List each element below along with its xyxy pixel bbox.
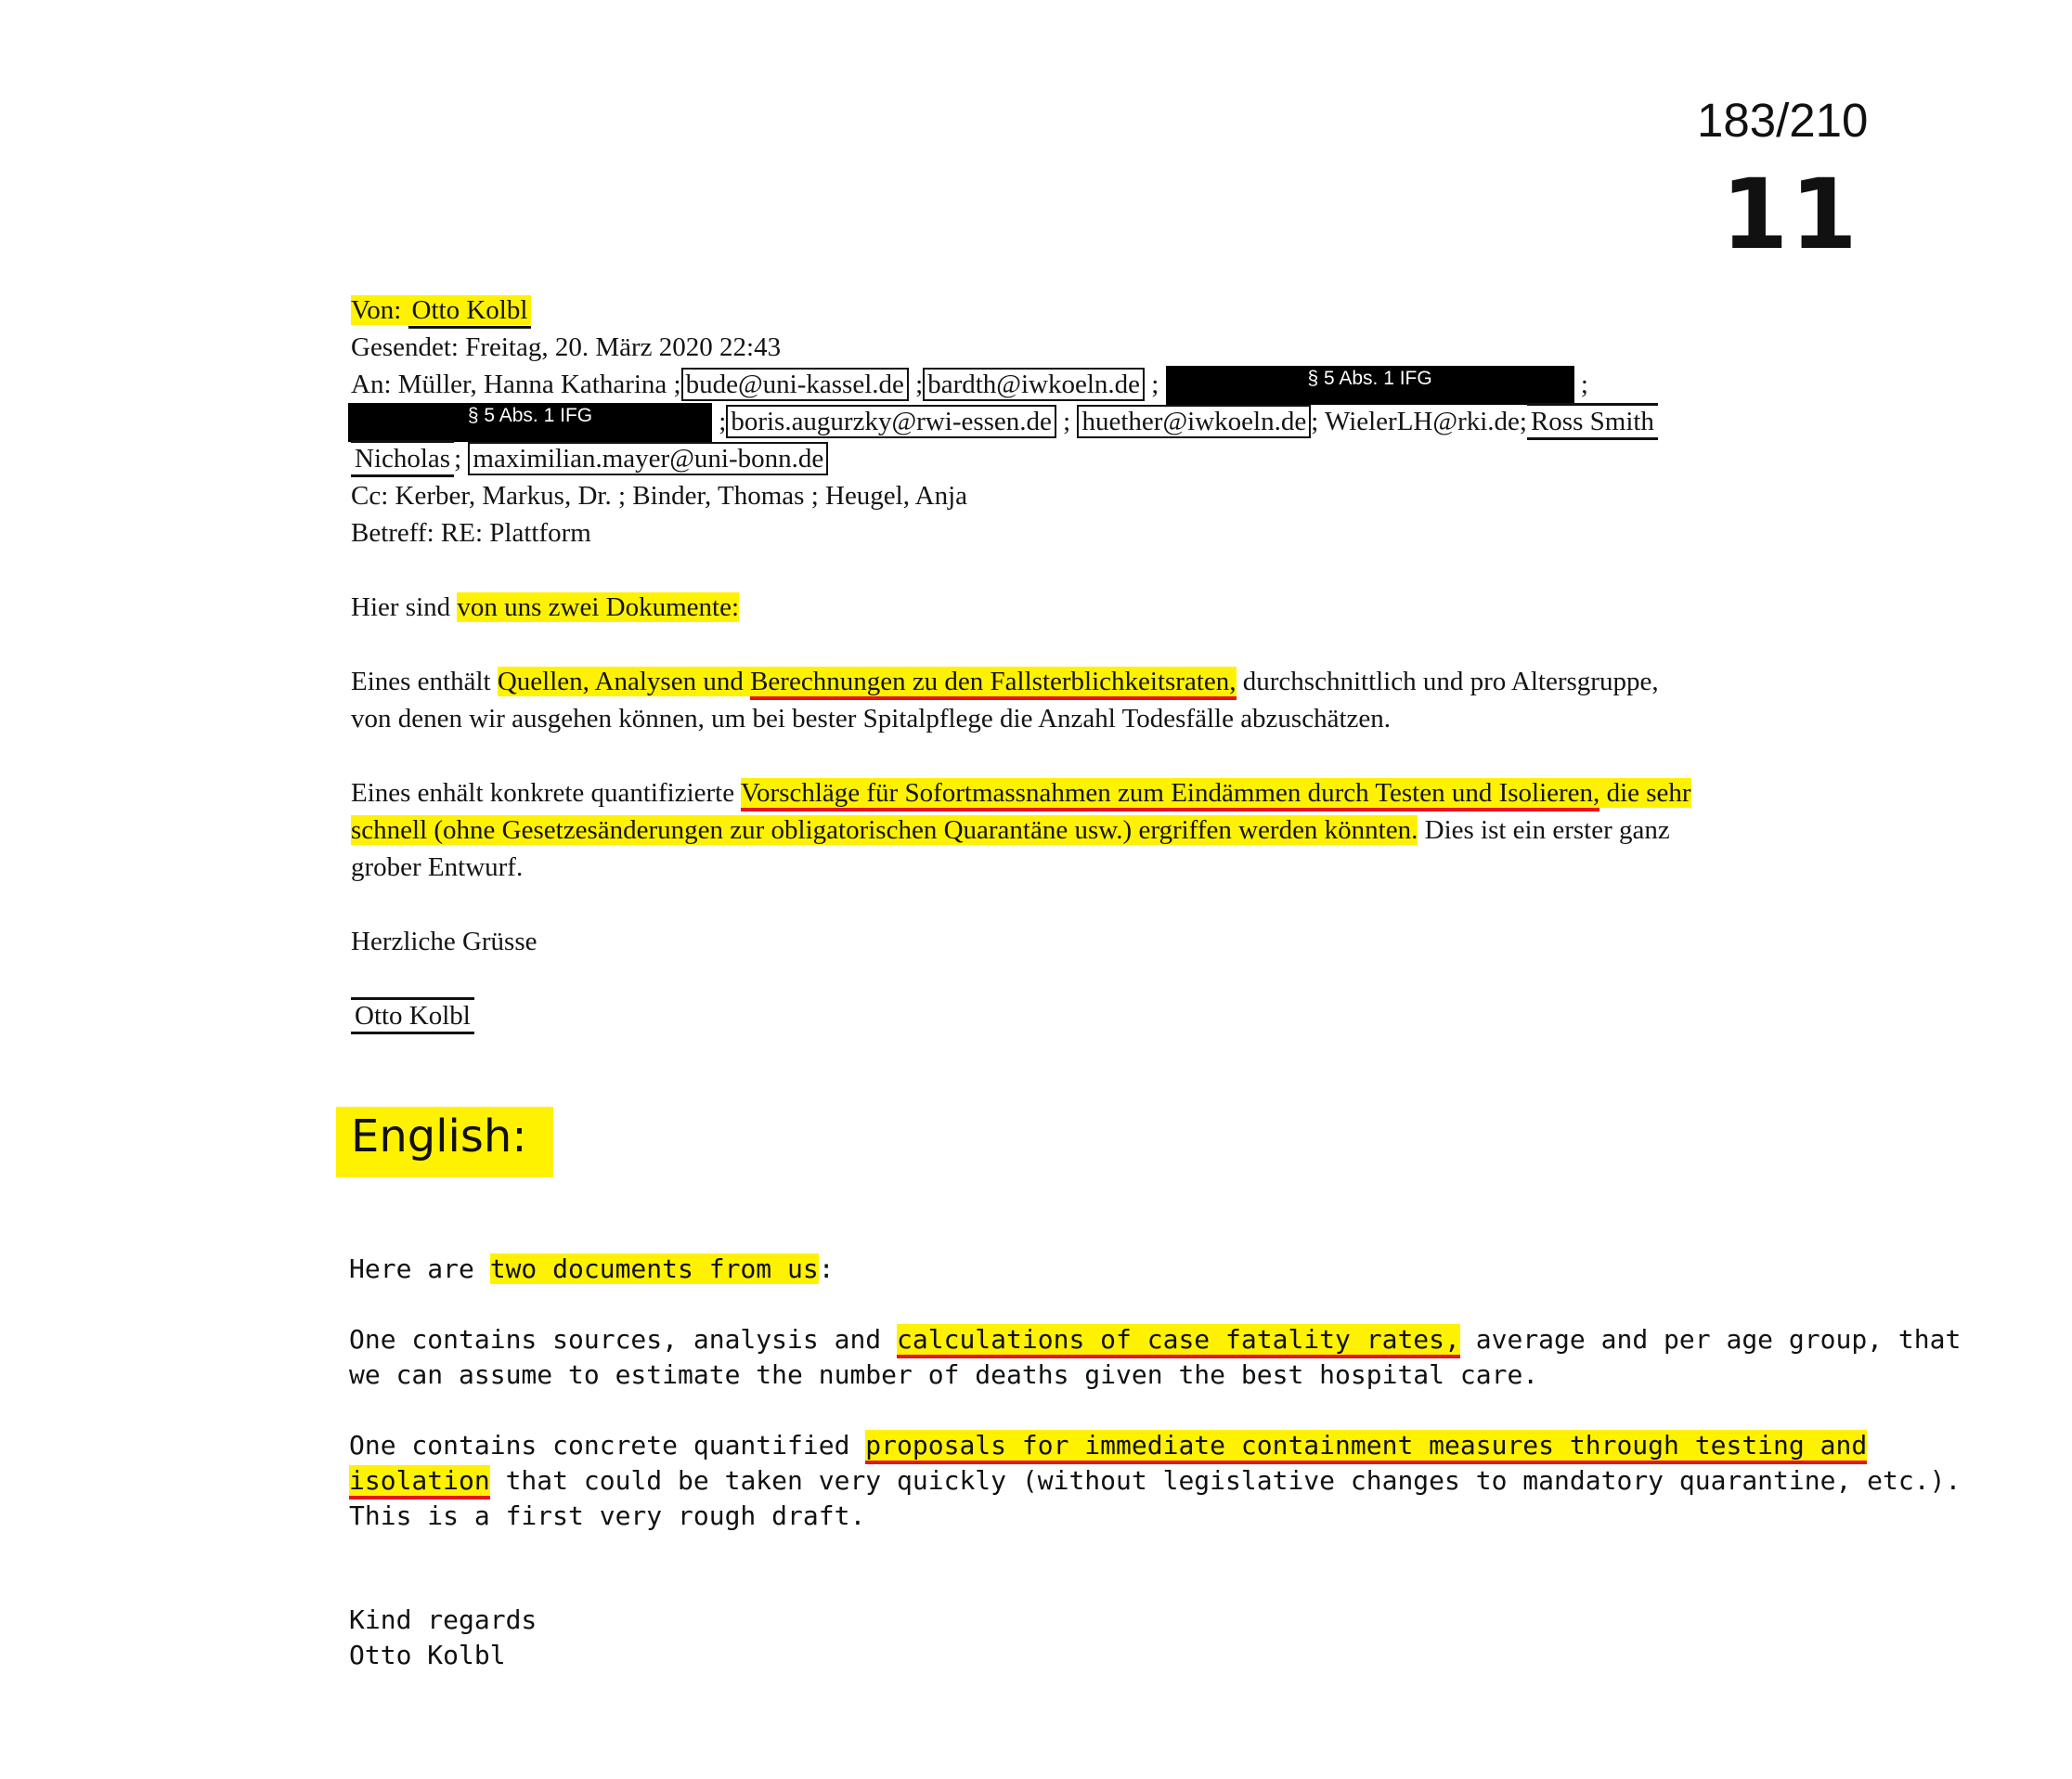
- recipient-email-bardth: bardth@iwkoeln.de: [923, 368, 1145, 401]
- english-closing: Kind regards: [349, 1604, 537, 1635]
- text-span: durchschnittlich und pro Altersgruppe,: [1242, 667, 1659, 696]
- highlight-proposals: [741, 778, 1691, 808]
- english-paragraph-2-line-1: [349, 1322, 1962, 1357]
- text-span: Hier sind: [351, 592, 451, 622]
- text-span: die sehr: [1606, 778, 1691, 808]
- text-span: One contains concrete quantified: [349, 1430, 850, 1461]
- to-label: An: Müller, Hanna Katharina ;: [351, 370, 681, 399]
- german-paragraph-3-line-2: [351, 812, 1910, 849]
- from-highlight: [351, 295, 531, 325]
- english-translation: [349, 1252, 1962, 1673]
- english-paragraph-3-line-3: This is a first very rough draft.: [349, 1500, 866, 1531]
- text-span: Eines enthält: [351, 667, 491, 696]
- recipient-email-huether: huether@iwkoeln.de: [1077, 405, 1311, 438]
- underline-fatality-rates: Berechnungen zu den Fallsterblichkeitsraten,: [750, 667, 1236, 700]
- highlight-two-documents-en: two documents from us: [489, 1253, 819, 1284]
- redaction-block-1: § 5 Abs. 1 IFG: [1166, 366, 1574, 405]
- highlight-case-fatality-en: calculations of case fatality rates,: [897, 1324, 1460, 1358]
- german-paragraph-2-line-1: [351, 663, 1910, 700]
- redaction-block-2: § 5 Abs. 1 IFG: [348, 403, 712, 442]
- german-closing: Herzliche Grüsse: [351, 927, 537, 956]
- recipient-name-ross-smith: Ross Smith: [1527, 403, 1658, 440]
- german-paragraph-3-line-3: grober Entwurf.: [351, 852, 524, 882]
- spacer: [349, 1393, 1927, 1428]
- english-paragraph-2-line-2: we can assume to estimate the number of deaths given the best hospital care.: [349, 1359, 1539, 1390]
- text-span: :: [818, 1253, 835, 1284]
- text-span: average and per age group, that: [1475, 1324, 1962, 1355]
- german-paragraph-2-line-2: von denen wir ausgehen können, um bei bester Spitalpflege die Anzahl Todesfälle abzuschätzen.: [351, 704, 1392, 734]
- recipient-email-augurzky: boris.augurzky@rwi-essen.de: [726, 405, 1056, 438]
- german-signature: Otto Kolbl: [351, 997, 474, 1034]
- from-name: Otto Kolbl: [408, 294, 532, 329]
- to-line-3: Nicholas ; maximilian.mayer@uni-bonn.de: [351, 440, 1910, 477]
- spacer: [349, 1287, 1927, 1322]
- subject-line: Betreff: RE: Plattform: [351, 518, 591, 548]
- underline-proposals: Vorschläge für Sofortmassnahmen zum Eindämmen durch Testen und Isolieren,: [741, 778, 1599, 812]
- text-span: Quellen, Analysen und: [497, 667, 744, 696]
- text-span: Eines enhält konkrete quantifizierte: [351, 778, 735, 808]
- to-line-1: An: Müller, Hanna Katharina ; bude@uni-kassel.de ; bardth@iwkoeln.de ; § 5 Abs. 1 IFG ;: [351, 366, 1910, 403]
- to-line-2: § 5 Abs. 1 IFG ; boris.augurzky@rwi-essen.de ; huether@iwkoeln.de ; WielerLH@rki.de; Ross Smith: [351, 403, 1910, 440]
- highlight-two-documents: von uns zwei Dokumente:: [457, 592, 740, 622]
- english-paragraph-1: [349, 1252, 1927, 1287]
- highlight-quickly: schnell (ohne Gesetzesänderungen zur obligatorischen Quarantäne usw.) ergriffen werden könnten.: [351, 815, 1418, 845]
- recipient-email-mayer: maximilian.mayer@uni-bonn.de: [468, 442, 828, 475]
- german-signature-line: [351, 997, 1910, 1034]
- from-label: Von:: [351, 295, 402, 325]
- spacer: [349, 1534, 1927, 1603]
- english-paragraph-3-line-2: [349, 1463, 1962, 1499]
- german-paragraph-3-line-1: [351, 774, 1910, 812]
- text-span: that could be taken very quickly (without legislative changes to mandatory quarantine, etc.).: [505, 1465, 1962, 1496]
- highlight-isolation-en: isolation: [349, 1465, 490, 1500]
- text-span: Here are: [349, 1253, 474, 1284]
- highlight-case-fatality: [498, 667, 1237, 696]
- page-number: 183/210: [1697, 94, 1869, 147]
- highlight-proposals-en: proposals for immediate containment measures through testing and: [865, 1430, 1867, 1464]
- from-line: [351, 292, 1910, 329]
- english-paragraph-3-line-1: [349, 1428, 1927, 1463]
- english-label: English:: [351, 1110, 527, 1162]
- sent-line: Gesendet: Freitag, 20. März 2020 22:43: [351, 332, 782, 362]
- text-span: Dies ist ein erster ganz: [1424, 815, 1670, 845]
- recipient-plain-wieler: ; WielerLH@rki.de;: [1311, 407, 1527, 436]
- english-signature: Otto Kolbl: [349, 1640, 506, 1670]
- recipient-name-nicholas: Nicholas: [351, 440, 454, 477]
- text-span: One contains sources, analysis and: [349, 1324, 882, 1355]
- german-email-scan: [351, 292, 1910, 1034]
- german-paragraph-1: [351, 589, 1910, 626]
- document-number: 11: [1721, 158, 1859, 271]
- recipient-email-bude: bude@uni-kassel.de: [681, 368, 909, 401]
- cc-line: Cc: Kerber, Markus, Dr. ; Binder, Thomas ; Heugel, Anja: [351, 481, 968, 511]
